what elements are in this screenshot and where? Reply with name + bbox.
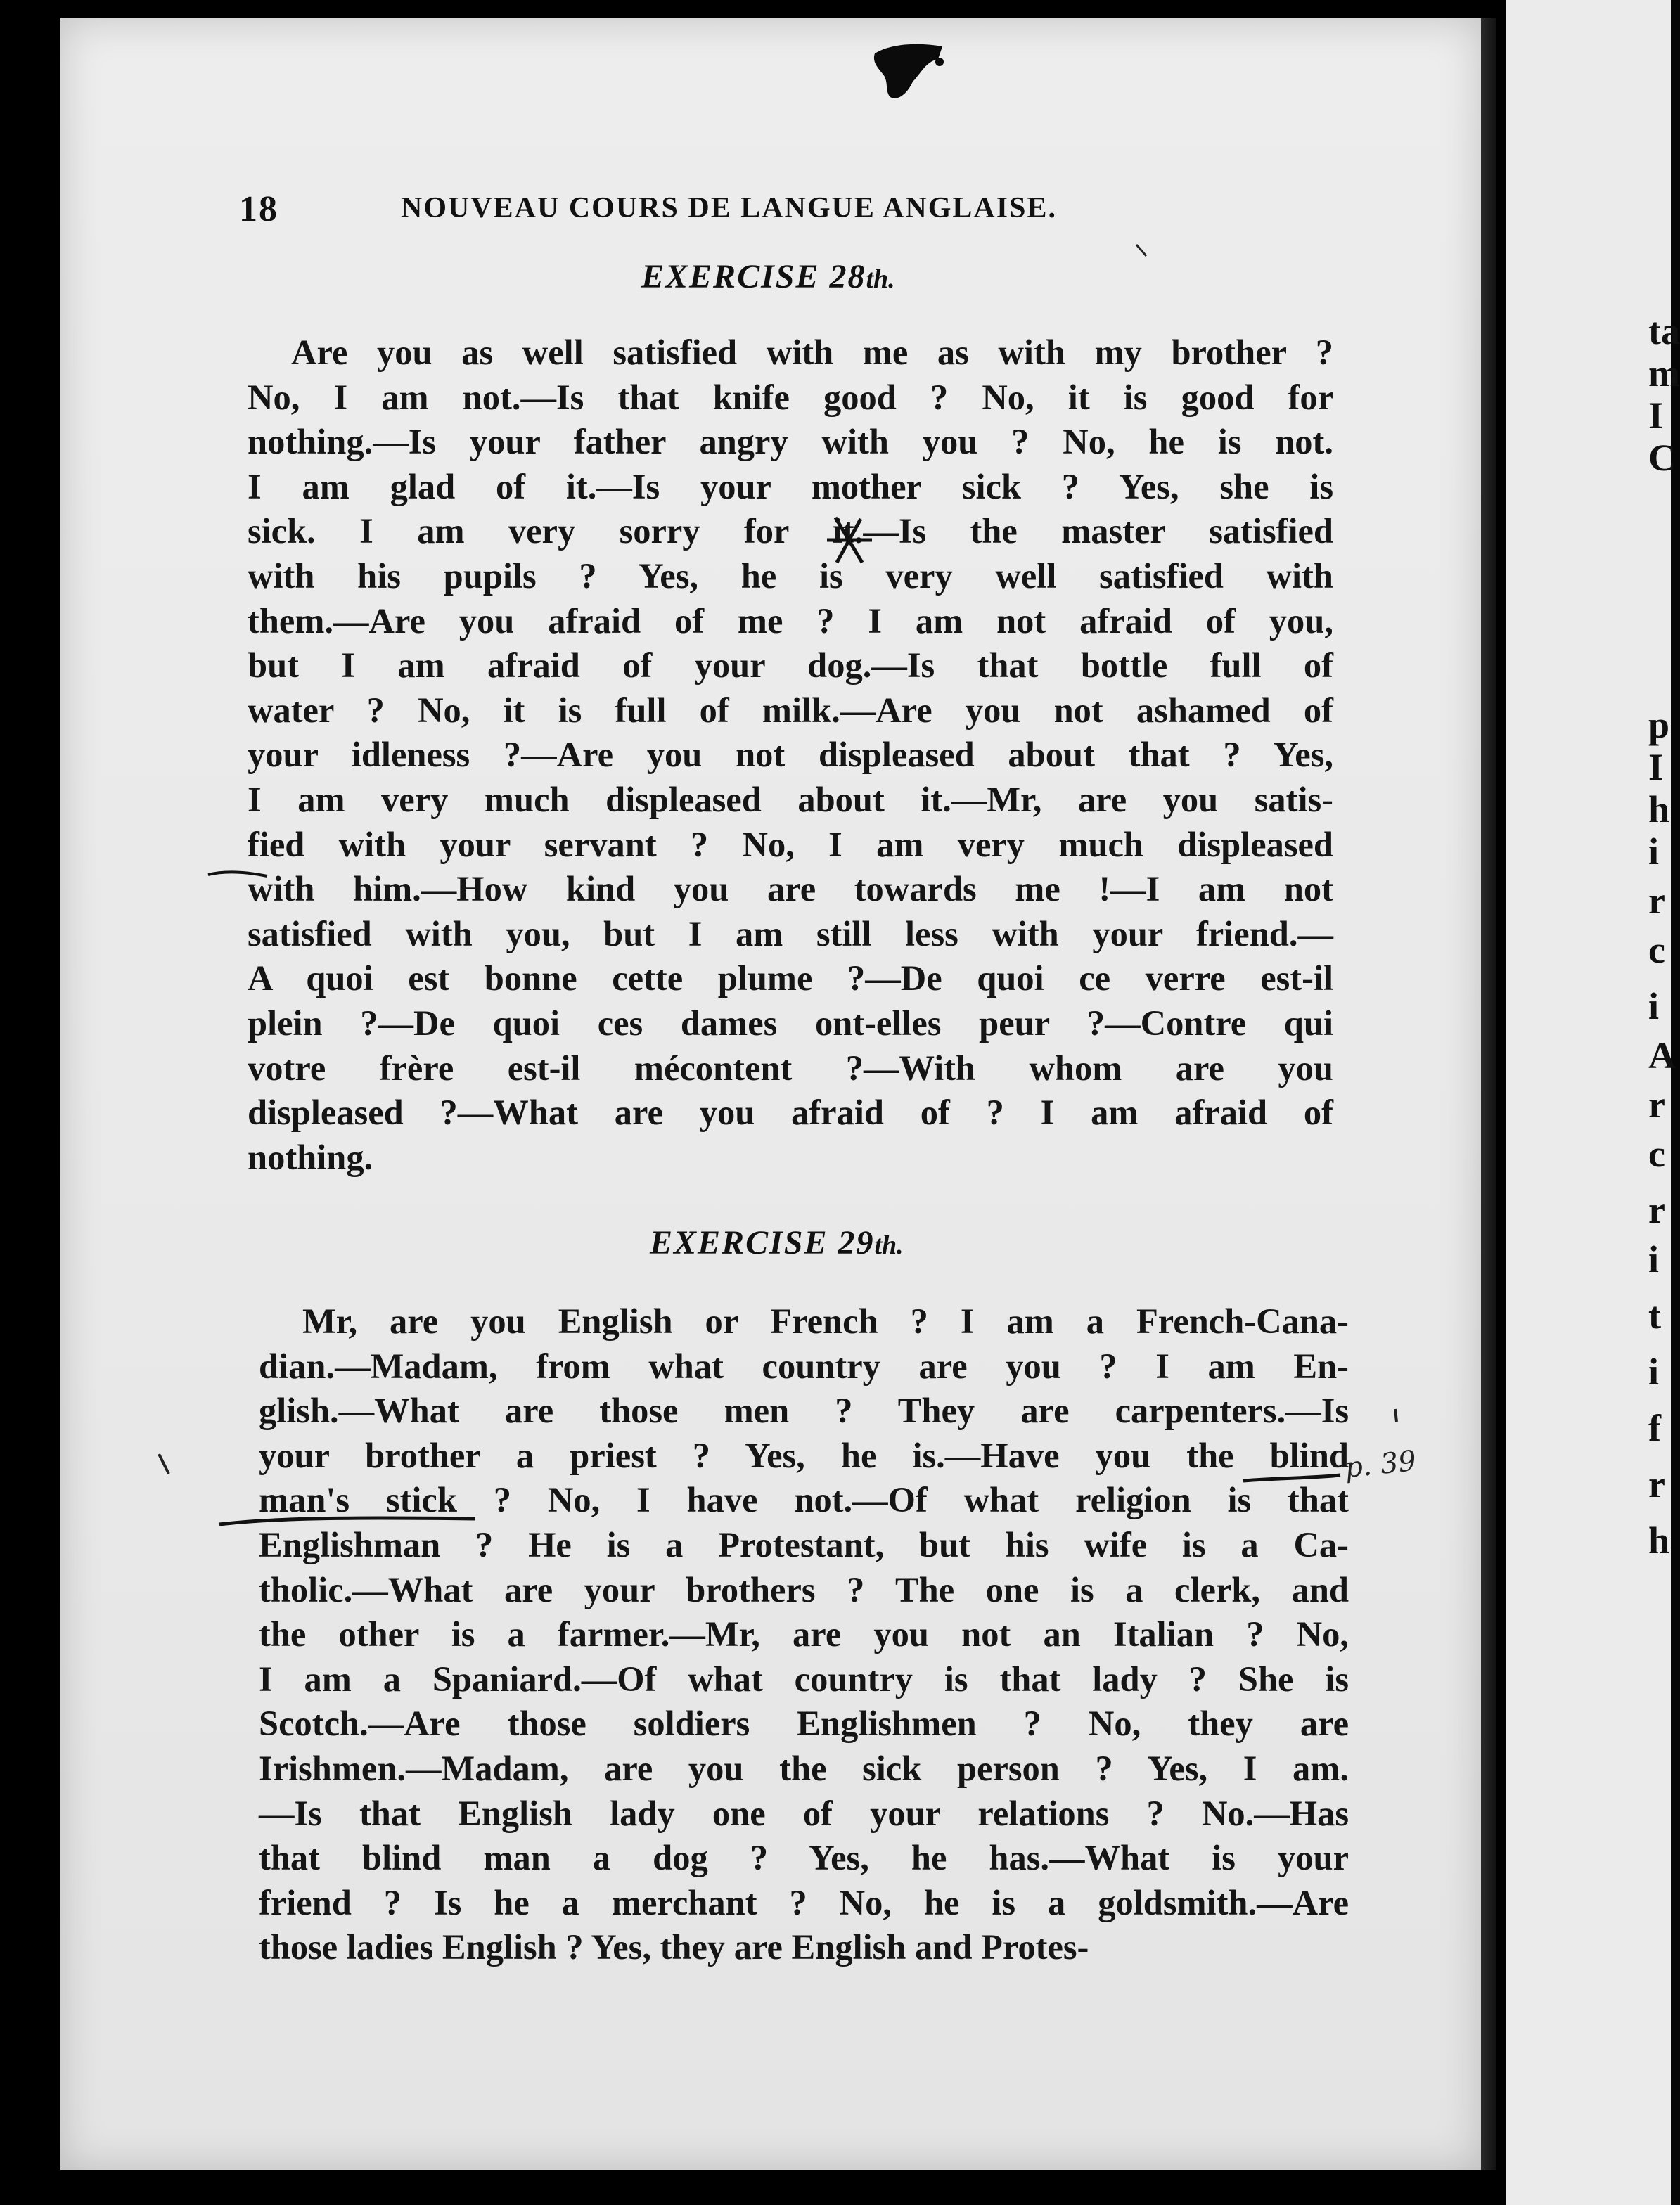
text-line: A quoi est bonne cette plume ?—De quoi ce verre est-il <box>248 958 1333 998</box>
text-line: I am very much displeased about it.—Mr, are you satis- <box>248 779 1333 819</box>
adjacent-page <box>1506 0 1671 2205</box>
text-line: nothing.—Is your father angry with you ? No, he is not. <box>248 422 1333 462</box>
adjacent-page-fragment: I <box>1648 394 1664 437</box>
adjacent-page-fragment: C <box>1648 437 1676 479</box>
text-line: I am a Spaniard.—Of what country is that lady ? She is <box>259 1659 1349 1699</box>
adjacent-page-fragment: i <box>1648 1238 1660 1280</box>
adjacent-page-fragment: c <box>1648 929 1665 971</box>
adjacent-page-fragment: ta <box>1648 310 1680 352</box>
exercise-29-heading-suffix: th. <box>874 1230 904 1260</box>
adjacent-page-fragment: t <box>1648 1294 1661 1337</box>
adjacent-page-fragment: h <box>1648 1519 1670 1562</box>
text-line: but I am afraid of your dog.—Is that bottle full of <box>248 645 1333 686</box>
adjacent-page-fragment: i <box>1648 1351 1660 1393</box>
exercise-28-heading-suffix: th. <box>866 264 895 294</box>
ink-blot-mark <box>869 41 947 104</box>
text-line: glish.—What are those men ? They are carpenters.—Is <box>259 1391 1349 1431</box>
text-line: your idleness ?—Are you not displeased about that ? Yes, <box>248 735 1333 775</box>
exercise-29-heading-main: EXERCISE 29 <box>650 1224 875 1261</box>
text-line: No, I am not.—Is that knife good ? No, it is good for <box>248 377 1333 417</box>
adjacent-page-fragment: r <box>1648 1463 1665 1505</box>
adjacent-page-fragment: c <box>1648 1133 1665 1175</box>
text-line: Mr, are you English or French ? I am a French-Cana- <box>302 1301 1349 1341</box>
text-line: votre frère est-il mécontent ?—With whom are you <box>248 1048 1333 1088</box>
adjacent-page-fragment: I <box>1648 746 1664 788</box>
text-line: friend ? Is he a merchant ? No, he is a goldsmith.—Are <box>259 1882 1349 1922</box>
text-line: those ladies English ? Yes, they are English and Protes- <box>259 1927 1089 1967</box>
running-title: NOUVEAU COURS DE LANGUE ANGLAISE. <box>401 192 1057 224</box>
text-line: displeased ?—What are you afraid of ? I am afraid of <box>248 1093 1333 1133</box>
text-line: Scotch.—Are those soldiers Englishmen ? No, they are <box>259 1704 1349 1744</box>
text-line: the other is a farmer.—Mr, are you not an Italian ? No, <box>259 1614 1349 1654</box>
adjacent-page-fragment: r <box>1648 1189 1665 1231</box>
adjacent-page-fragment: m <box>1648 352 1680 394</box>
text-line: man's stick ? No, I have not.—Of what religion is that <box>259 1480 1349 1520</box>
text-line: Irishmen.—Madam, are you the sick person ? Yes, I am. <box>259 1748 1349 1788</box>
adjacent-page-fragment: i <box>1648 985 1660 1027</box>
text-line: nothing. <box>248 1137 373 1177</box>
exercise-29-text <box>259 1299 1349 1970</box>
adjacent-page-fragment: r <box>1648 880 1665 922</box>
text-line: with him.—How kind you are towards me !—I am not <box>248 869 1333 909</box>
exercise-28-heading-main: EXERCISE 28 <box>641 258 866 295</box>
adjacent-page-fragment: i <box>1648 830 1660 873</box>
text-line: your brother a priest ? Yes, he is.—Have you the blind <box>259 1435 1349 1475</box>
text-line: tholic.—What are your brothers ? The one is a clerk, and <box>259 1569 1349 1609</box>
text-line: satisfied with you, but I am still less with your friend.— <box>248 913 1333 953</box>
exercise-29-heading <box>650 1223 904 1262</box>
adjacent-page-fragment: r <box>1648 1084 1665 1126</box>
text-line: with his pupils ? Yes, he is very well satisfied with <box>248 555 1333 596</box>
text-line: that blind man a dog ? Yes, he has.—What is your <box>259 1838 1349 1878</box>
text-line: fied with your servant ? No, I am very much displeased <box>248 824 1333 864</box>
exercise-28-text <box>248 330 1333 1180</box>
text-line: water ? No, it is full of milk.—Are you not ashamed of <box>248 690 1333 730</box>
page-number: 18 <box>239 189 278 229</box>
text-line: —Is that English lady one of your relations ? No.—Has <box>259 1793 1349 1833</box>
text-line: them.—Are you afraid of me ? I am not afraid of you, <box>248 600 1333 641</box>
text-line: dian.—Madam, from what country are you ? I am En- <box>259 1346 1349 1386</box>
margin-note: p. 39 <box>1342 1444 1418 1485</box>
adjacent-page-fragment: p <box>1648 704 1670 746</box>
adjacent-page-fragment: h <box>1648 788 1670 830</box>
text-line: plein ?—De quoi ces dames ont-elles peur ?—Contre qui <box>248 1003 1333 1043</box>
running-head <box>239 188 1224 231</box>
adjacent-page-fragment: A <box>1648 1034 1676 1076</box>
text-line: sick. I am very sorry for it.—Is the master satisfied <box>248 511 1333 551</box>
page-gutter <box>1481 18 1496 2170</box>
adjacent-page-fragment: f <box>1648 1407 1661 1449</box>
text-line: Englishman ? He is a Protestant, but his wife is a Ca- <box>259 1524 1349 1564</box>
exercise-28-heading <box>641 257 895 296</box>
text-line: I am glad of it.—Is your mother sick ? Yes, she is <box>248 466 1333 506</box>
text-line: Are you as well satisfied with me as with my brother ? <box>291 333 1333 372</box>
